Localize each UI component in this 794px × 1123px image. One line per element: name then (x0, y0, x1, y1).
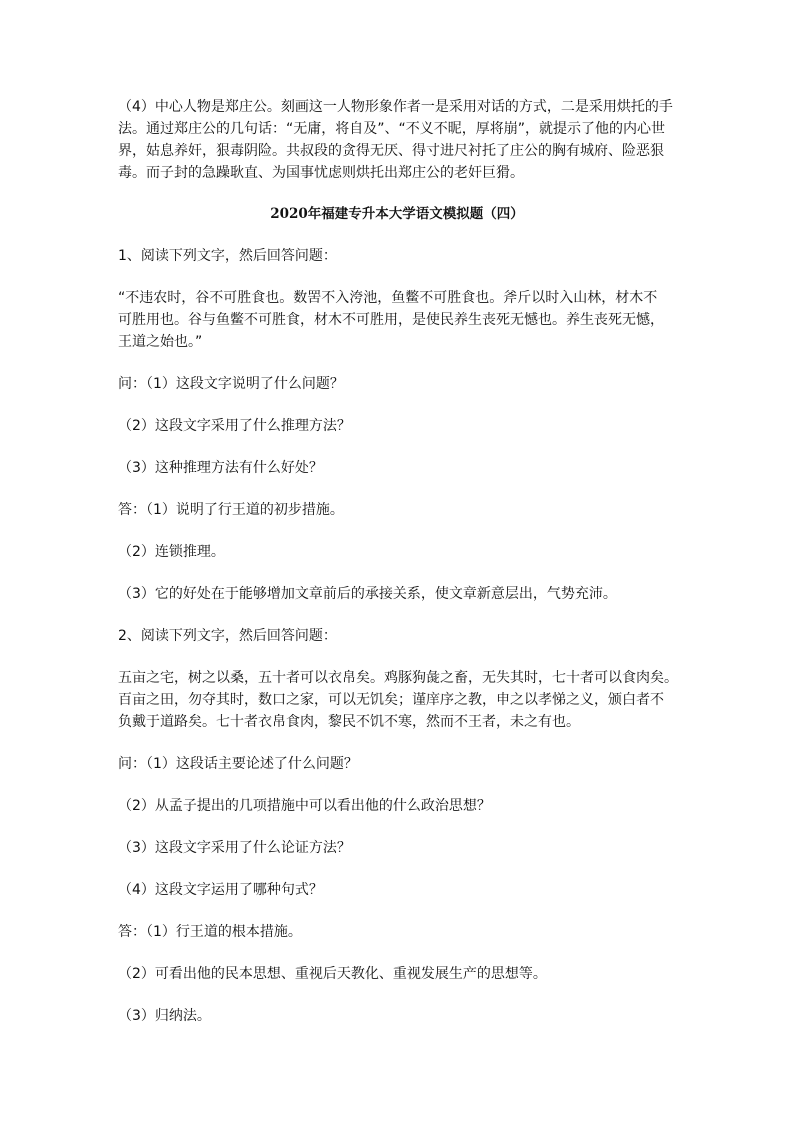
para1-line-3: 界，姑息养奸，狠毒阴险。共叔段的贪得无厌、得寸进尺衬托了庄公的胸有城府、险恶狠 (118, 143, 664, 159)
q1-question-3: （3）这种推理方法有什么好处？ (118, 460, 323, 476)
q1-question-2: （2）这段文字采用了什么推理方法？ (118, 418, 351, 434)
q2-passage-line-2: 百亩之田，勿夺其时，数口之家，可以无饥矣；谨庠序之教，申之以孝悌之义，颁白者不 (118, 692, 664, 708)
para1-line-1: （4）中心人物是郑庄公。刻画这一人物形象作者一是采用对话的方式，二是采用烘托的手 (118, 99, 673, 115)
q1-answer-1: 答：（1）说明了行王道的初步措施。 (118, 502, 344, 518)
q1-passage-line-2: 可胜用也。谷与鱼鳖不可胜食，材木不可胜用，是使民养生丧死无憾也。养生丧死无憾， (118, 312, 664, 328)
q1-answer-2: （2）连锁推理。 (118, 544, 225, 560)
q2-question-4: （4）这段文字运用了哪种句式？ (118, 882, 323, 898)
q2-intro: 2、阅读下列文字，然后回答问题： (118, 628, 337, 644)
document-title: 2020年福建专升本大学语文模拟题（四） (270, 206, 524, 222)
q2-answer-3: （3）归纳法。 (118, 1008, 211, 1024)
q1-passage-line-3: 王道之始也。” (118, 334, 203, 350)
q1-answer-3: （3）它的好处在于能够增加文章前后的承接关系，使文章新意层出，气势充沛。 (118, 586, 617, 602)
q2-question-1: 问：（1）这段话主要论述了什么问题？ (118, 756, 358, 772)
q2-passage-line-1: 五亩之宅，树之以桑，五十者可以衣帛矣。鸡豚狗彘之畜，无失其时，七十者可以食肉矣。 (118, 670, 678, 686)
q2-question-3: （3）这段文字采用了什么论证方法？ (118, 840, 351, 856)
q2-question-2: （2）从孟子提出的几项措施中可以看出他的什么政治思想？ (118, 798, 491, 814)
para1-line-4: 毒。而子封的急躁耿直、为国事忧虑则烘托出郑庄公的老奸巨猾。 (118, 165, 524, 181)
para1-line-2: 法。通过郑庄公的几句话：“无庸，将自及”、“不义不昵，厚将崩”，就提示了他的内心世 (118, 121, 666, 137)
q1-intro: 1、阅读下列文字，然后回答问题： (118, 248, 337, 264)
q2-answer-1: 答：（1）行王道的根本措施。 (118, 924, 302, 940)
q2-answer-2: （2）可看出他的民本思想、重视后天教化、重视发展生产的思想等。 (118, 966, 547, 982)
q1-passage-line-1: “不违农时，谷不可胜食也。数罟不入洿池，鱼鳖不可胜食也。斧斤以时入山林，材木不 (118, 290, 658, 306)
q1-question-1: 问：（1）这段文字说明了什么问题？ (118, 376, 344, 392)
q2-passage-line-3: 负戴于道路矣。七十者衣帛食肉，黎民不饥不寒，然而不王者，未之有也。 (118, 714, 580, 730)
